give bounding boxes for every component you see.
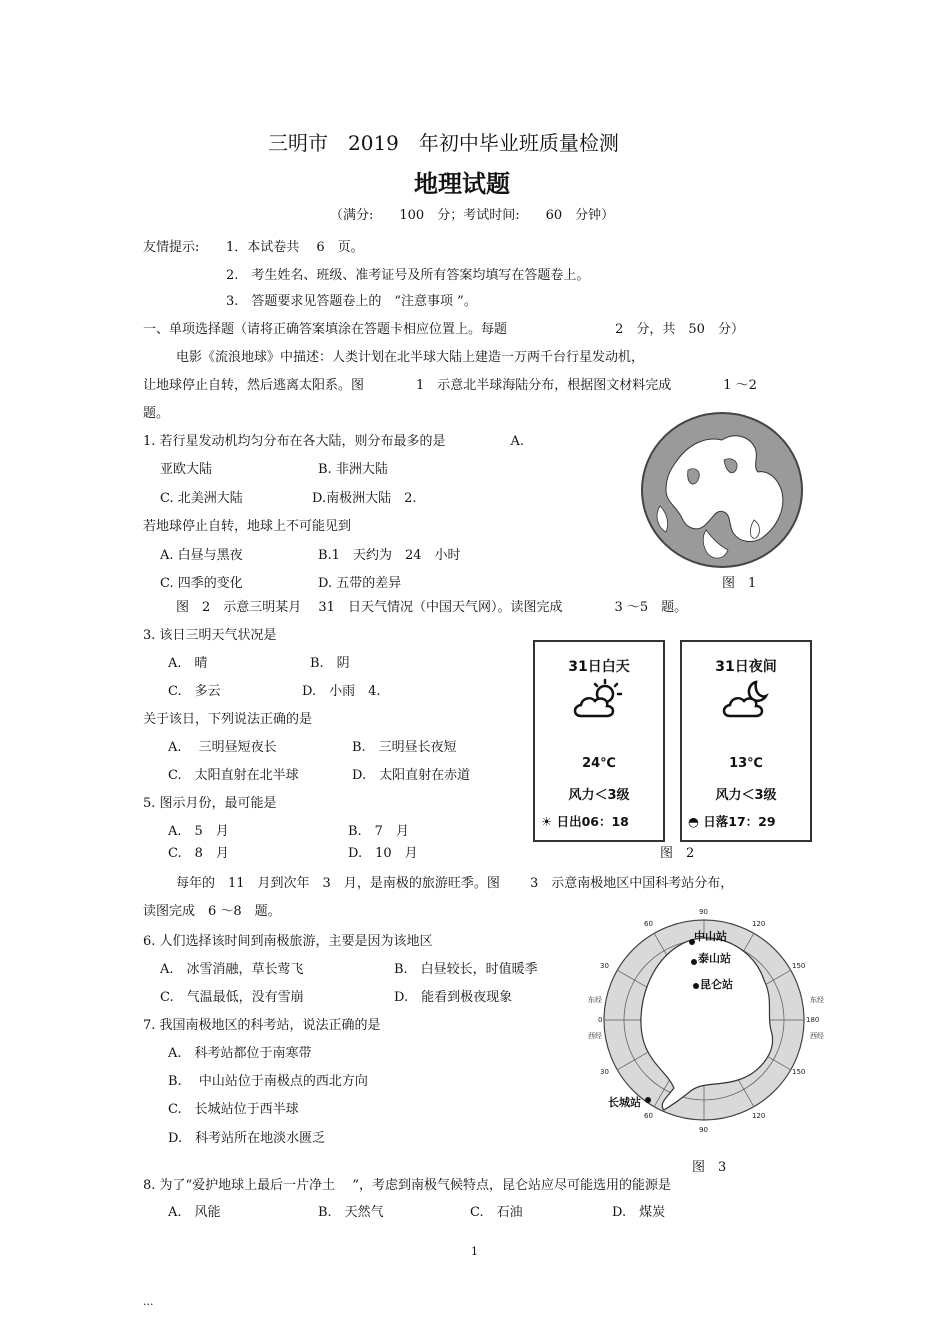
degree-30-l: 30 [600,962,609,970]
station-kunlun: 昆仑站 [700,978,733,991]
antarctica-map [588,904,824,1134]
subject-title: 地理试题 [414,169,510,198]
q8-option-d: D. 煤炭 [612,1205,666,1220]
east-longitude-right: 东经 [810,996,824,1004]
q4-stem: 关于该日，下列说法正确的是 [143,712,313,727]
northern-hemisphere-map [636,410,806,570]
degree-150-r: 150 [792,962,806,970]
q2-option-b: B.1 天约为 24 小时 [318,548,461,563]
q4-option-b: B. 三明昼长夜短 [352,740,457,755]
q3-option-c: C. 多云 [168,684,221,699]
q2-stem: 若地球停止自转，地球上不可能见到 [143,519,352,534]
q1-option-a: 亚欧大陆 [160,462,213,477]
station-zhongshan: 中山站 [694,930,727,943]
exam-meta: （满分: 100 分；考试时间: 60 分钟） [330,208,615,223]
q7-option-c: C. 长城站位于西半球 [168,1102,299,1117]
footer-dots: ... [143,1295,154,1308]
weather-day-card [533,640,665,842]
q2-option-d: D. 五带的差异 [318,576,402,591]
sunset-time: 日落17：29 [703,814,776,829]
partly-cloudy-icon [571,678,627,722]
station-changcheng: 长城站 [608,1096,641,1109]
degree-bottom: 90 [699,1126,708,1134]
figure-2-caption: 图 2 [660,846,695,861]
q4-option-c: C. 太阳直射在北半球 [168,768,299,783]
degree-120-ur: 120 [752,920,766,928]
page-number: 1 [471,1245,478,1258]
weather-day-wind: 风力＜3级 [568,788,630,803]
degree-0: 0 [598,1016,603,1024]
q2-option-c: C. 四季的变化 [160,576,243,591]
sunset-icon: ◓ [688,814,699,829]
intro-line-3: 题。 [143,406,170,421]
q6-option-c: C. 气温最低，没有雪崩 [160,990,304,1005]
figure-3-caption: 图 3 [692,1160,727,1175]
q5-option-c: C. 8 月 [168,846,229,861]
q6-option-d: D. 能看到极夜现象 [394,990,513,1005]
q8-stem: 8. 为了“爱护地球上最后一片净土 ”，考虑到南极气候特点，昆仑站应尽可能选用的能源是 [143,1178,671,1193]
q8-option-b: B. 天然气 [318,1205,384,1220]
notes-label: 友情提示: [143,240,200,255]
degree-30-ll: 30 [600,1068,609,1076]
q6-stem: 6. 人们选择该时间到南极旅游，主要是因为该地区 [143,934,433,949]
sunrise-time: 日出06：18 [556,814,629,829]
weather-day-title: 31日白天 [568,659,630,675]
q7-option-d: D. 科考站所在地淡水匮乏 [168,1131,326,1146]
intro-line-2: 让地球停止自转，然后逃离太阳系。图 1 示意北半球海陆分布，根据图文材料完成 1 ～2 [143,378,757,393]
q5-option-b: B. 7 月 [348,824,409,839]
q3-option-d: D. 小雨 4. [302,684,381,699]
degree-150-lr: 150 [792,1068,806,1076]
west-longitude-left: 西经 [588,1032,602,1040]
q7-option-b: B. 中山站位于南极点的西北方向 [168,1074,368,1089]
q7-option-a: A. 科考站都位于南寒带 [168,1046,312,1061]
degree-60-ul: 60 [644,920,653,928]
note-1: 1．本试卷共 6 页。 [226,240,364,255]
exam-title: 三明市 2019 年初中毕业班质量检测 [268,131,619,155]
note-3: 3. 答题要求见答题卷上的 “注意事项 ”。 [226,294,477,309]
intro-fig3-line-2: 读图完成 6 ～8 题。 [143,904,281,919]
q1-option-b: B. 非洲大陆 [318,462,388,477]
q5-option-d: D. 10 月 [348,846,418,861]
east-longitude-left: 东经 [588,996,602,1004]
sunrise-icon: ☀ [541,814,553,829]
q4-option-d: D. 太阳直射在赤道 [352,768,471,783]
degree-60-ll: 60 [644,1112,653,1120]
q3-stem: 3. 该日三明天气状况是 [143,628,277,643]
q1-stem: 1. 若行星发动机均匀分布在各大陆，则分布最多的是 A. [143,434,525,449]
q8-option-a: A. 风能 [168,1205,221,1220]
west-longitude-right: 西经 [810,1032,824,1040]
degree-top: 90 [699,908,708,916]
q1-option-c: C. 北美洲大陆 [160,491,243,506]
q8-option-c: C. 石油 [470,1205,523,1220]
weather-night-title: 31日夜间 [715,659,777,675]
intro-fig3-line-1: 每年的 11 月到次年 3 月，是南极的旅游旺季。图 3 示意南极地区中国科考站分布， [176,876,734,891]
weather-night-card [680,640,812,842]
note-2: 2. 考生姓名、班级、准考证号及所有答案均填写在答题卷上。 [226,268,590,283]
q6-option-a: A. 冰雪消融，草长莺飞 [160,962,304,977]
q6-option-b: B. 白昼较长，时值暖季 [394,962,538,977]
weather-day-temp: 24℃ [582,756,616,771]
cloudy-night-icon [718,678,774,722]
intro-line-1: 电影《流浪地球》中描述：人类计划在北半球大陆上建造一万两千台行星发动机， [176,350,645,365]
weather-night-temp: 13℃ [729,756,763,771]
q3-option-b: B. 阴 [310,656,350,671]
q4-option-a: A. 三明昼短夜长 [168,740,277,755]
weather-night-wind: 风力＜3级 [715,788,777,803]
figure-1-caption: 图 1 [722,576,757,591]
section-heading: 一、单项选择题（请将正确答案填涂在答题卡相应位置上。每题 2 分，共 50 分） [143,322,744,337]
station-taishan: 泰山站 [698,952,731,965]
q2-option-a: A. 白昼与黑夜 [160,548,243,563]
q5-stem: 5. 图示月份，最可能是 [143,796,277,811]
degree-180: 180 [806,1016,820,1024]
q5-option-a: A. 5 月 [168,824,229,839]
degree-120-lr: 120 [752,1112,766,1120]
q1-option-d: D.南极洲大陆 2. [312,491,417,506]
intro-fig2: 图 2 示意三明某月 31 日天气情况（中国天气网）。读图完成 3 ～5 题。 [176,600,688,615]
q7-stem: 7. 我国南极地区的科考站，说法正确的是 [143,1018,381,1033]
q3-option-a: A. 晴 [168,656,208,671]
